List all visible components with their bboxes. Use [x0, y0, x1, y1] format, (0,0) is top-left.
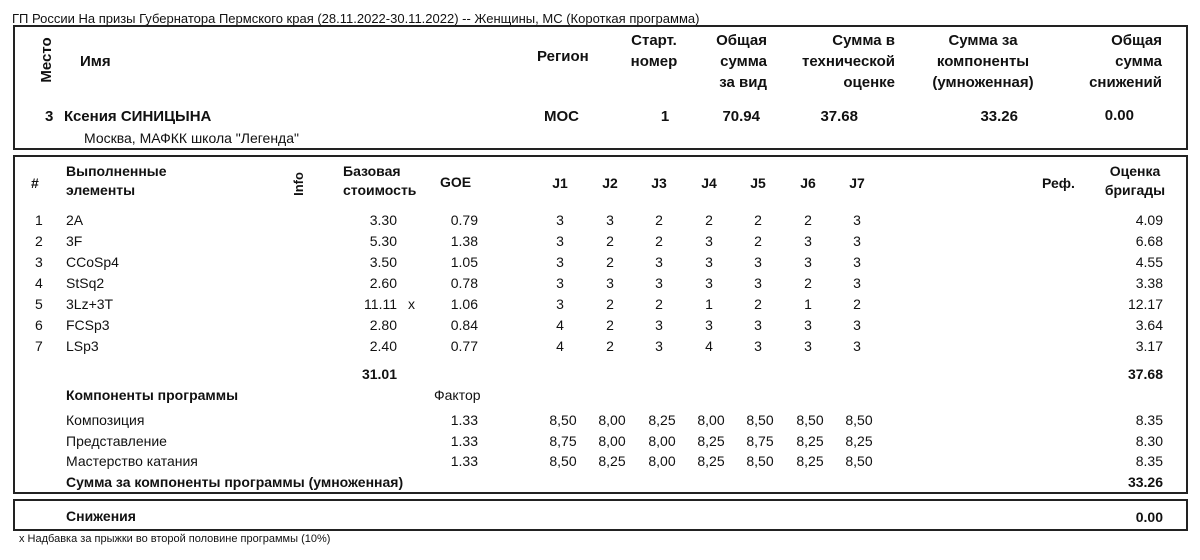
header-total-line3: за вид: [719, 74, 767, 91]
skater-total: 70.94: [722, 108, 760, 125]
element-row-j1: 3: [556, 212, 564, 228]
element-row-j6: 3: [804, 233, 812, 249]
header-start: [618, 30, 690, 72]
element-row-j3: 3: [655, 254, 663, 270]
element-row-panel: 3.17: [1135, 338, 1163, 354]
component-row-name: Мастерство катания: [66, 453, 198, 469]
col-info-header: Info: [291, 172, 306, 196]
header-pcs: [918, 30, 1048, 93]
col-j5-header: J5: [750, 175, 766, 191]
col-element-line2: элементы: [66, 182, 136, 198]
header-start-line1: Старт.: [631, 32, 677, 49]
component-row-j1: 8,75: [549, 432, 577, 449]
skater-region: MOC: [544, 108, 579, 125]
col-ref-header: Реф.: [1042, 175, 1075, 191]
element-row-j5: 2: [754, 296, 762, 312]
component-row-score: 8.30: [1135, 432, 1163, 449]
component-row-j5: 8,50: [746, 412, 774, 428]
element-row-j6: 3: [804, 338, 812, 354]
component-row-j2: 8,00: [598, 412, 626, 428]
element-row-bonus: x: [408, 296, 415, 312]
element-row-j4: 3: [705, 317, 713, 333]
element-row-j5: 3: [754, 254, 762, 270]
col-panel-line2: бригады: [1104, 182, 1166, 198]
element-row-j2: 2: [606, 338, 614, 354]
header-start-line2: номер: [630, 53, 678, 70]
component-row-j4: 8,25: [697, 432, 725, 449]
element-row-base: 2.80: [369, 317, 397, 333]
col-element-line1: Выполненные: [66, 163, 167, 179]
element-row-j2: 3: [606, 275, 614, 291]
component-row-j7: 8,25: [845, 432, 873, 449]
element-row-num: 7: [35, 338, 43, 354]
header-total-line2: сумма: [720, 53, 767, 70]
element-row-goe: 1.05: [450, 254, 478, 270]
header-name: Имя: [80, 53, 111, 70]
page-title: ГП России На призы Губернатора Пермского края (28.11.2022-30.11.2022) -- Женщины, МС (Короткая программа): [12, 11, 700, 26]
element-row-j3: 3: [655, 317, 663, 333]
element-row-base: 5.30: [369, 233, 397, 249]
component-row-j3: 8,00: [648, 453, 676, 469]
header-pcs-line1: Сумма за: [948, 32, 1018, 49]
header-deductions: [1070, 30, 1162, 93]
element-row-goe: 1.06: [450, 296, 478, 312]
element-row-base: 3.30: [369, 212, 397, 228]
element-row-name: StSq2: [66, 275, 105, 291]
element-row-num: 3: [35, 254, 43, 270]
element-row-name: CCoSp4: [66, 254, 119, 270]
component-row-j1: 8,50: [549, 412, 577, 428]
element-row-j2: 2: [606, 233, 614, 249]
factor-label: Фактор: [434, 387, 481, 403]
deductions-value: 0.00: [1135, 509, 1163, 525]
element-row-j4: 3: [705, 275, 713, 291]
element-row-j7: 3: [853, 212, 861, 228]
component-row-j3: 8,25: [648, 412, 676, 428]
panel-total: 37.68: [1127, 366, 1163, 382]
component-row-j5: 8,75: [746, 432, 774, 449]
element-row-num: 4: [35, 275, 43, 291]
element-row-panel: 3.38: [1135, 275, 1163, 291]
element-row-j1: 3: [556, 296, 564, 312]
element-row-j6: 1: [804, 296, 812, 312]
component-row-j2: 8,25: [598, 453, 626, 469]
element-row-j7: 3: [853, 317, 861, 333]
element-row-j6: 3: [804, 317, 812, 333]
header-pcs-line3: (умноженная): [932, 74, 1034, 91]
component-row-score: 8.35: [1135, 453, 1163, 469]
element-row-j4: 3: [705, 233, 713, 249]
element-row-j1: 4: [556, 317, 564, 333]
element-row-name: 3F: [66, 233, 83, 249]
skater-club: Москва, МАФКК школа "Легенда": [84, 130, 299, 146]
element-row-j3: 2: [655, 233, 663, 249]
col-j1-header: J1: [552, 175, 568, 191]
element-row-goe: 0.79: [450, 212, 478, 228]
skater-place: 3: [45, 108, 54, 125]
element-row-name: 3Lz+3T: [66, 296, 114, 312]
component-row-j4: 8,00: [697, 412, 725, 428]
header-tes-line1: Сумма в: [832, 32, 895, 49]
element-row-num: 2: [35, 233, 43, 249]
element-row-j7: 3: [853, 275, 861, 291]
component-row-factor: 1.33: [450, 432, 478, 449]
col-base-header: [343, 162, 416, 200]
element-row-panel: 4.55: [1135, 254, 1163, 270]
element-row-j7: 3: [853, 233, 861, 249]
element-row-j2: 2: [606, 296, 614, 312]
header-region: Регион: [537, 48, 589, 65]
element-row-j1: 3: [556, 233, 564, 249]
element-row-num: 6: [35, 317, 43, 333]
component-row-j7: 8,50: [845, 453, 873, 469]
element-row-j4: 3: [705, 254, 713, 270]
element-row-j5: 2: [754, 233, 762, 249]
element-row-j3: 2: [655, 212, 663, 228]
component-row-factor: 1.33: [450, 453, 478, 469]
component-row-factor: 1.33: [450, 412, 478, 428]
col-j7-header: J7: [849, 175, 865, 191]
element-row-goe: 0.84: [450, 317, 478, 333]
col-j3-header: J3: [651, 175, 667, 191]
element-row-j2: 2: [606, 317, 614, 333]
col-j4-header: J4: [701, 175, 717, 191]
component-row-name: Композиция: [66, 412, 145, 428]
skater-start-no: 1: [660, 108, 670, 125]
element-row-j1: 3: [556, 254, 564, 270]
header-tes-line2: технической: [801, 53, 895, 70]
header-ded-line1: Общая: [1111, 32, 1162, 49]
element-row-j4: 2: [705, 212, 713, 228]
element-row-j7: 3: [853, 338, 861, 354]
element-row-j2: 2: [606, 254, 614, 270]
element-row-name: 2A: [66, 212, 84, 228]
components-title: Компоненты программы: [66, 387, 239, 403]
header-total: [690, 30, 767, 93]
element-row-j2: 3: [606, 212, 614, 228]
header-total-line1: Общая: [716, 32, 767, 49]
element-row-j6: 2: [804, 275, 812, 291]
element-row-base: 2.40: [369, 338, 397, 354]
element-row-num: 5: [35, 296, 43, 312]
col-panel-line1: Оценка: [1109, 163, 1161, 179]
element-row-j4: 1: [705, 296, 713, 312]
component-row-name: Представление: [66, 432, 167, 449]
col-goe-header: GOE: [440, 174, 472, 190]
col-panel-header: [1095, 162, 1175, 200]
element-row-base: 11.11: [364, 296, 397, 312]
element-row-j3: 3: [655, 338, 663, 354]
component-row-j1: 8,50: [549, 453, 577, 469]
element-row-j3: 2: [655, 296, 663, 312]
skater-pcs: 33.26: [980, 108, 1018, 125]
element-row-j7: 2: [853, 296, 861, 312]
component-row-j6: 8,50: [796, 412, 824, 428]
component-row-j5: 8,50: [746, 453, 774, 469]
header-ded-line2: сумма: [1115, 53, 1162, 70]
skater-tes: 37.68: [820, 108, 858, 125]
element-row-j5: 3: [754, 338, 762, 354]
footnote: x Надбавка за прыжки во второй половине программы (10%): [19, 533, 331, 545]
element-row-j5: 3: [754, 275, 762, 291]
header-place: Место: [38, 37, 55, 83]
components-total: 33.26: [1127, 474, 1163, 490]
deductions-label: Снижения: [66, 508, 136, 524]
header-pcs-line2: компоненты: [936, 53, 1030, 70]
component-row-j6: 8,25: [796, 453, 824, 469]
skater-name: Ксения СИНИЦЫНА: [64, 108, 212, 125]
element-row-base: 2.60: [369, 275, 397, 291]
component-row-j7: 8,50: [845, 412, 873, 428]
components-total-label: Сумма за компоненты программы (умноженная): [66, 474, 404, 490]
element-row-base: 3.50: [369, 254, 397, 270]
col-element-header: [66, 162, 167, 200]
component-row-j3: 8,00: [648, 432, 676, 449]
element-row-j4: 4: [705, 338, 713, 354]
element-row-j3: 3: [655, 275, 663, 291]
element-row-name: FCSp3: [66, 317, 110, 333]
header-tes-line3: оценке: [843, 74, 895, 91]
component-row-j4: 8,25: [697, 453, 725, 469]
skater-deductions: 0.00: [1104, 107, 1134, 124]
element-row-j6: 3: [804, 254, 812, 270]
component-row-j6: 8,25: [796, 432, 824, 449]
header-tes: [780, 30, 895, 93]
element-row-j5: 2: [754, 212, 762, 228]
element-row-name: LSp3: [66, 338, 99, 354]
element-row-goe: 0.78: [450, 275, 478, 291]
col-base-line1: Базовая: [343, 163, 401, 179]
element-row-j5: 3: [754, 317, 762, 333]
element-row-num: 1: [35, 212, 43, 228]
header-ded-line3: снижений: [1089, 74, 1162, 91]
element-row-j1: 4: [556, 338, 564, 354]
base-total: 31.01: [361, 366, 397, 382]
deductions-box: [13, 499, 1188, 531]
element-row-panel: 4.09: [1135, 212, 1163, 228]
col-j6-header: J6: [800, 175, 816, 191]
element-row-j6: 2: [804, 212, 812, 228]
element-row-panel: 3.64: [1135, 317, 1163, 333]
component-row-score: 8.35: [1135, 412, 1163, 428]
element-row-goe: 0.77: [450, 338, 478, 354]
component-row-j2: 8,00: [598, 432, 626, 449]
col-j2-header: J2: [602, 175, 618, 191]
col-num-header: #: [31, 175, 39, 191]
element-row-goe: 1.38: [450, 233, 478, 249]
element-row-j7: 3: [853, 254, 861, 270]
element-row-j1: 3: [556, 275, 564, 291]
element-row-panel: 6.68: [1135, 233, 1163, 249]
element-row-panel: 12.17: [1127, 296, 1163, 312]
col-base-line2: стоимость: [343, 182, 417, 198]
